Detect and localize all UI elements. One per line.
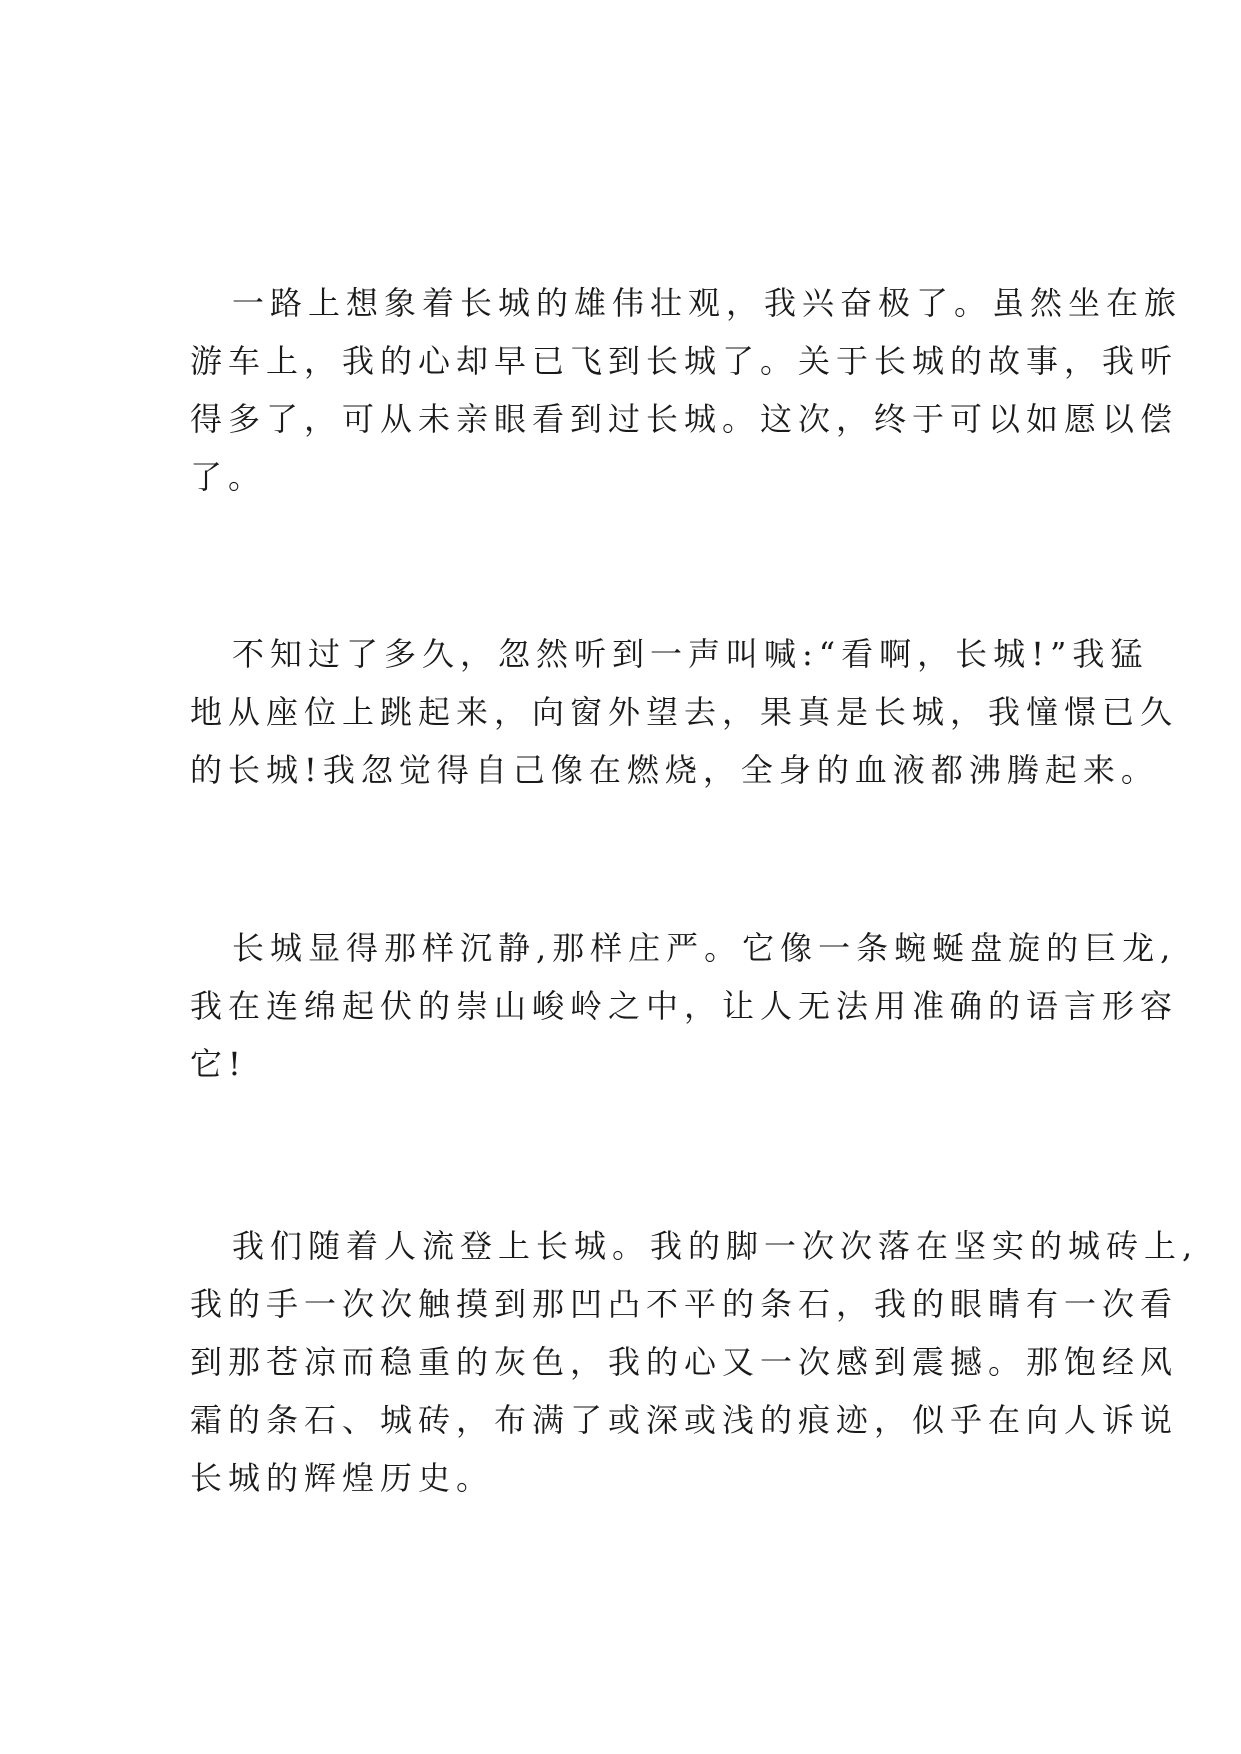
paragraph-1 <box>190 274 1183 506</box>
paragraph-4-line-3: 到那苍凉而稳重的灰色，我的心又一次感到震撼。那饱经风 <box>190 1343 1179 1381</box>
paragraph-1-line-4: 了。 <box>190 458 267 496</box>
paragraph-2-line-1: 不知过了多久，忽然听到一声叫喊:“看啊，长城!”我猛 <box>232 635 1149 673</box>
paragraph-4-line-2: 我的手一次次触摸到那凹凸不平的条石，我的眼睛有一次看 <box>190 1285 1179 1323</box>
paragraph-1-line-3: 得多了，可从未亲眼看到过长城。这次，终于可以如愿以偿 <box>190 400 1179 438</box>
paragraph-1-line-1: 一路上想象着长城的雄伟壮观，我兴奋极了。虽然坐在旅 <box>232 284 1183 322</box>
paragraph-4-line-4: 霜的条石、城砖，布满了或深或浅的痕迹，似乎在向人诉说 <box>190 1401 1179 1439</box>
paragraph-3 <box>190 919 1179 1093</box>
paragraph-4-line-5: 长城的辉煌历史。 <box>190 1459 495 1497</box>
paragraph-3-line-2: 我在连绵起伏的崇山峻岭之中，让人无法用准确的语言形容 <box>190 987 1179 1025</box>
paragraph-3-line-1: 长城显得那样沉静,那样庄严。它像一条蜿蜒盘旋的巨龙, <box>232 929 1177 967</box>
paragraph-4-line-1: 我们随着人流登上长城。我的脚一次次落在坚实的城砖上, <box>232 1227 1199 1265</box>
paragraph-3-line-3: 它! <box>190 1045 247 1083</box>
paragraph-4 <box>190 1217 1199 1507</box>
paragraph-2 <box>190 625 1179 799</box>
paragraph-1-line-2: 游车上，我的心却早已飞到长城了。关于长城的故事，我听 <box>190 342 1179 380</box>
paragraph-2-line-2: 地从座位上跳起来，向窗外望去，果真是长城，我憧憬已久 <box>190 693 1179 731</box>
paragraph-2-line-3: 的长城!我忽觉得自己像在燃烧，全身的血液都沸腾起来。 <box>190 751 1159 789</box>
